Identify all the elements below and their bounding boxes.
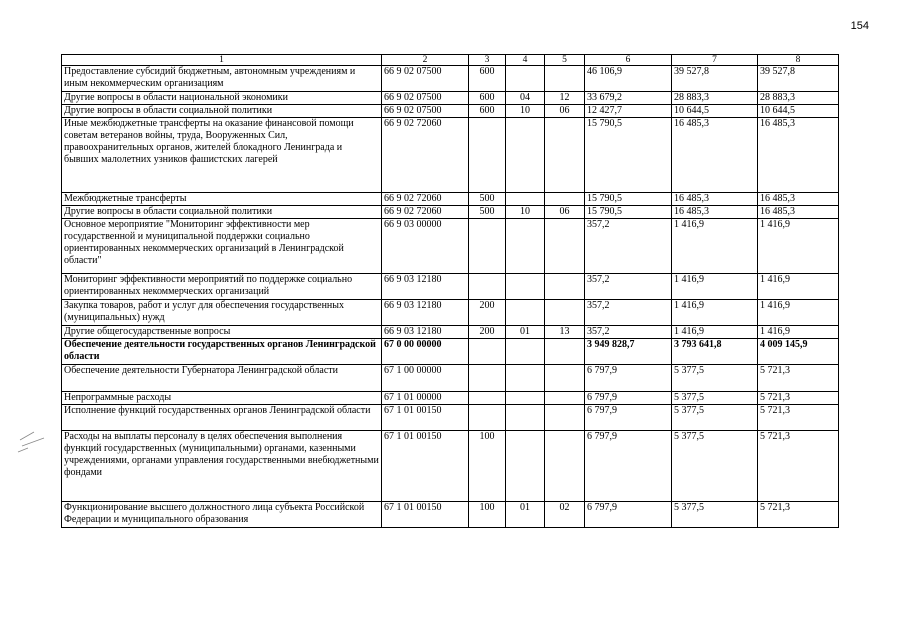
table-row	[62, 431, 839, 502]
row-value-8: 10 644,5	[758, 105, 839, 118]
page-number: 154	[850, 20, 869, 32]
row-col3	[469, 118, 506, 193]
row-value-7: 10 644,5	[672, 105, 758, 118]
row-value-6: 3 949 828,7	[585, 339, 672, 365]
table-row	[62, 193, 839, 206]
row-value-7: 16 485,3	[672, 206, 758, 219]
row-code: 66 9 03 12180	[382, 300, 469, 326]
row-code: 66 9 02 72060	[382, 118, 469, 193]
row-value-8: 4 009 145,9	[758, 339, 839, 365]
row-value-8: 1 416,9	[758, 219, 839, 274]
row-col4: 01	[506, 502, 545, 528]
row-name: Исполнение функций государственных органов Ленинградской области	[62, 405, 382, 431]
row-name: Непрограммные расходы	[62, 392, 382, 405]
table-row	[62, 206, 839, 219]
row-col4: 04	[506, 92, 545, 105]
row-value-7: 3 793 641,8	[672, 339, 758, 365]
row-value-7: 5 377,5	[672, 392, 758, 405]
table-row	[62, 274, 839, 300]
row-value-7: 1 416,9	[672, 219, 758, 274]
row-col3	[469, 339, 506, 365]
table-row	[62, 300, 839, 326]
row-value-7: 1 416,9	[672, 326, 758, 339]
row-value-8: 16 485,3	[758, 206, 839, 219]
row-col4	[506, 300, 545, 326]
row-value-6: 6 797,9	[585, 431, 672, 502]
row-col3	[469, 392, 506, 405]
row-col4	[506, 274, 545, 300]
row-col3	[469, 274, 506, 300]
row-value-6: 6 797,9	[585, 365, 672, 392]
row-name: Обеспечение деятельности государственных органов Ленинградской области	[62, 339, 382, 365]
row-col5: 12	[545, 92, 585, 105]
pen-mark	[14, 418, 54, 458]
row-col5	[545, 339, 585, 365]
row-name: Обеспечение деятельности Губернатора Ленинградской области	[62, 365, 382, 392]
row-value-8: 16 485,3	[758, 193, 839, 206]
row-col4	[506, 219, 545, 274]
row-value-6: 6 797,9	[585, 405, 672, 431]
row-value-7: 1 416,9	[672, 274, 758, 300]
row-col3: 600	[469, 66, 506, 92]
row-col3: 600	[469, 92, 506, 105]
row-value-8: 5 721,3	[758, 405, 839, 431]
row-name: Другие вопросы в области социальной политики	[62, 105, 382, 118]
row-col3: 500	[469, 193, 506, 206]
row-col3	[469, 365, 506, 392]
row-col3	[469, 405, 506, 431]
row-name: Функционирование высшего должностного лица субъекта Российской Федерации и муниципального образования	[62, 502, 382, 528]
row-col5: 02	[545, 502, 585, 528]
row-code: 66 9 03 12180	[382, 274, 469, 300]
row-value-6: 15 790,5	[585, 193, 672, 206]
table-row	[62, 502, 839, 528]
row-col5	[545, 431, 585, 502]
row-value-7: 1 416,9	[672, 300, 758, 326]
row-value-7: 5 377,5	[672, 502, 758, 528]
row-value-6: 46 106,9	[585, 66, 672, 92]
row-col4	[506, 392, 545, 405]
row-name: Другие вопросы в области социальной политики	[62, 206, 382, 219]
row-code: 66 9 02 72060	[382, 193, 469, 206]
row-code: 66 9 03 12180	[382, 326, 469, 339]
table-row	[62, 392, 839, 405]
row-col3: 100	[469, 502, 506, 528]
table-row	[62, 219, 839, 274]
row-col5	[545, 219, 585, 274]
row-value-6: 15 790,5	[585, 206, 672, 219]
row-col5	[545, 405, 585, 431]
row-col4: 10	[506, 206, 545, 219]
header-cell: 5	[545, 55, 585, 66]
row-value-8: 5 721,3	[758, 431, 839, 502]
row-name: Мониторинг эффективности мероприятий по поддержке социально ориентированных некоммерческих организаций	[62, 274, 382, 300]
row-value-6: 357,2	[585, 326, 672, 339]
row-col5: 06	[545, 105, 585, 118]
row-value-6: 357,2	[585, 219, 672, 274]
table-row	[62, 118, 839, 193]
row-value-6: 33 679,2	[585, 92, 672, 105]
row-value-8: 16 485,3	[758, 118, 839, 193]
row-col4	[506, 405, 545, 431]
row-col4	[506, 431, 545, 502]
row-value-8: 5 721,3	[758, 365, 839, 392]
row-value-8: 1 416,9	[758, 300, 839, 326]
row-col5	[545, 300, 585, 326]
row-code: 67 1 01 00150	[382, 431, 469, 502]
table-row	[62, 92, 839, 105]
row-col4	[506, 66, 545, 92]
table-row	[62, 405, 839, 431]
row-value-8: 1 416,9	[758, 326, 839, 339]
row-code: 67 0 00 00000	[382, 339, 469, 365]
row-col3: 600	[469, 105, 506, 118]
row-col5	[545, 392, 585, 405]
row-code: 66 9 02 07500	[382, 66, 469, 92]
row-name: Другие общегосударственные вопросы	[62, 326, 382, 339]
row-name: Предоставление субсидий бюджетным, автономным учреждениям и иным некоммерческим организациям	[62, 66, 382, 92]
row-name: Закупка товаров, работ и услуг для обеспечения государственных (муниципальных) нужд	[62, 300, 382, 326]
row-code: 66 9 03 00000	[382, 219, 469, 274]
row-value-8: 5 721,3	[758, 502, 839, 528]
row-col4	[506, 365, 545, 392]
row-col4	[506, 118, 545, 193]
row-code: 67 1 01 00150	[382, 502, 469, 528]
header-cell: 4	[506, 55, 545, 66]
row-col5	[545, 193, 585, 206]
row-value-7: 28 883,3	[672, 92, 758, 105]
row-col5	[545, 66, 585, 92]
row-col3: 500	[469, 206, 506, 219]
row-name: Основное мероприятие "Мониторинг эффективности мер государственной и муниципальной поддержки социально ориентированных некоммерческих организаций в Ленинградской области"	[62, 219, 382, 274]
row-code: 66 9 02 07500	[382, 105, 469, 118]
row-value-8: 39 527,8	[758, 66, 839, 92]
header-cell: 3	[469, 55, 506, 66]
table-row	[62, 66, 839, 92]
row-value-7: 39 527,8	[672, 66, 758, 92]
table-row	[62, 365, 839, 392]
row-value-6: 15 790,5	[585, 118, 672, 193]
row-name: Межбюджетные трансферты	[62, 193, 382, 206]
row-value-6: 357,2	[585, 274, 672, 300]
row-col4	[506, 339, 545, 365]
row-code: 66 9 02 07500	[382, 92, 469, 105]
row-col4: 01	[506, 326, 545, 339]
header-cell: 1	[62, 55, 382, 66]
row-value-6: 357,2	[585, 300, 672, 326]
row-col4: 10	[506, 105, 545, 118]
row-value-7: 5 377,5	[672, 431, 758, 502]
row-value-8: 28 883,3	[758, 92, 839, 105]
table-row	[62, 326, 839, 339]
row-code: 67 1 00 00000	[382, 365, 469, 392]
row-name: Расходы на выплаты персоналу в целях обеспечения выполнения функций государственных (муниципальными) органами, казенными учреждениями, органами управления государственными внебюджетными фондами	[62, 431, 382, 502]
header-cell: 6	[585, 55, 672, 66]
row-col5: 06	[545, 206, 585, 219]
row-name: Другие вопросы в области национальной экономики	[62, 92, 382, 105]
row-value-7: 5 377,5	[672, 365, 758, 392]
table-row	[62, 105, 839, 118]
header-row	[62, 55, 839, 66]
row-value-7: 16 485,3	[672, 118, 758, 193]
table-row	[62, 339, 839, 365]
header-cell: 8	[758, 55, 839, 66]
row-value-6: 6 797,9	[585, 392, 672, 405]
row-col3: 200	[469, 300, 506, 326]
row-col5: 13	[545, 326, 585, 339]
row-col3: 200	[469, 326, 506, 339]
row-name: Иные межбюджетные трансферты на оказание финансовой помощи советам ветеранов войны, труда, Вооруженных Сил, правоохранительных органов, жителей блокадного Ленинграда и бывших малолетних узников фашистских лагерей	[62, 118, 382, 193]
row-code: 67 1 01 00000	[382, 392, 469, 405]
row-value-8: 5 721,3	[758, 392, 839, 405]
row-value-6: 12 427,7	[585, 105, 672, 118]
row-col4	[506, 193, 545, 206]
row-col3: 100	[469, 431, 506, 502]
row-col5	[545, 365, 585, 392]
row-col3	[469, 219, 506, 274]
header-cell: 2	[382, 55, 469, 66]
budget-table	[61, 54, 839, 528]
row-value-7: 5 377,5	[672, 405, 758, 431]
header-cell: 7	[672, 55, 758, 66]
row-value-8: 1 416,9	[758, 274, 839, 300]
row-code: 67 1 01 00150	[382, 405, 469, 431]
row-value-7: 16 485,3	[672, 193, 758, 206]
row-code: 66 9 02 72060	[382, 206, 469, 219]
row-value-6: 6 797,9	[585, 502, 672, 528]
row-col5	[545, 118, 585, 193]
row-col5	[545, 274, 585, 300]
